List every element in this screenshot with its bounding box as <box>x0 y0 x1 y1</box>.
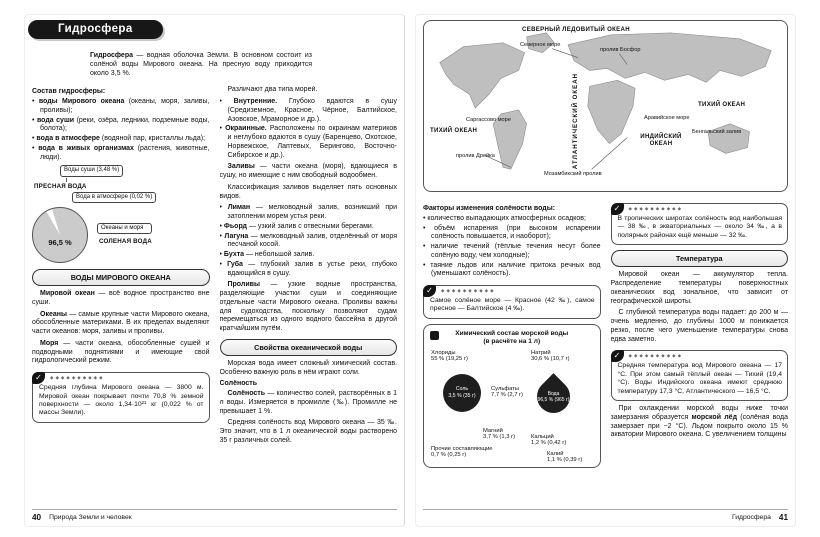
item-term: вода в живых организмах <box>38 144 134 152</box>
item-term: Бухта <box>223 251 245 258</box>
map-label-arabian-sea: Аравийское море <box>644 115 690 121</box>
list-item <box>220 204 398 222</box>
fact-text: Средняя температура вод Мирового океана — 17 °C. При этом самый тёплый океан — Тихий (19,4 °C). Воды Индийского океана имеют среднюю температуру 17,3 °C, Атлантического — 16,5 °C. <box>617 362 782 395</box>
item-text: (водяной пар, кристаллы льда); <box>99 135 206 142</box>
page-41 <box>415 14 796 527</box>
list-item <box>32 145 210 163</box>
salt-value: 3,5 % (35 г) <box>448 392 476 399</box>
diamond-ornament: ◆◆◆◆◆◆◆◆◆◆ <box>628 352 684 358</box>
component-value: 55 % (19,25 г) <box>431 356 468 363</box>
item-term: Губа <box>227 260 243 268</box>
chem-diagram <box>429 350 595 464</box>
list-item: • таяние льдов или наличие притока речных вод (уменьшают солёность). <box>423 262 601 280</box>
diamond-ornament: ◆◆◆◆◆◆◆◆◆◆ <box>441 287 496 293</box>
list-item <box>220 233 398 251</box>
item-text: — небольшой залив. <box>244 251 315 258</box>
water-name: Вода <box>547 390 560 397</box>
map-label-drake-passage: пролив Дрейка <box>456 153 495 159</box>
text: — части океана, обособленные сушей и подводными поднятиями и имеющие свой гидрологический режим. <box>32 339 210 365</box>
chem-component-sulfates <box>491 386 523 400</box>
salt-name: Соль <box>455 386 469 393</box>
map-label-mozambique-channel: Мозамбикский пролив <box>544 171 602 177</box>
checkmark-icon: ✓ <box>611 203 624 215</box>
chem-component-calcium <box>531 434 566 448</box>
item-text: Глубоко вдаются в сушу (Средиземное, Красное, Чёрное, Балтийское, Азовское, Мраморное и др.). <box>227 98 397 123</box>
composition-heading: Состав гидросферы: <box>32 88 106 96</box>
item-text: (океаны, моря, заливы, проливы); <box>40 98 210 114</box>
component-name: Кальций <box>531 433 554 440</box>
list-item <box>220 223 398 232</box>
component-value: 3,7 % (1,3 г) <box>483 434 516 441</box>
item-text: Расположены по окраинам материков и неглубоко вдаются в сушу (Баренцево, Охотское, Норвежское, Лаптевых, Берингово, Восточно-Сибирское и др.). <box>227 125 397 159</box>
section-header-world-ocean: ВОДЫ МИРОВОГО ОКЕАНА <box>32 269 210 286</box>
checkmark-icon: ✓ <box>423 285 436 297</box>
term: морской лёд <box>691 413 738 421</box>
map-label-atlantic-ocean: АТЛАНТИЧЕСКИЙ ОКЕАН <box>572 73 579 170</box>
map-label-arctic-ocean: СЕВЕРНЫЙ ЛЕДОВИТЫЙ ОКЕАН <box>522 26 630 33</box>
item-term: Окраинные. <box>225 125 267 133</box>
component-name: Хлориды <box>431 349 456 356</box>
item-text: — глубокий залив в устье реки, глубоко вдающийся в сушу. <box>227 260 397 277</box>
map-label-north-sea: Северное море <box>520 42 561 48</box>
gulf-types-list <box>220 204 398 278</box>
item-term: Внутренние. <box>233 98 278 105</box>
footer-right <box>423 509 788 522</box>
term: Солёность <box>227 390 266 398</box>
term: Проливы <box>227 281 260 289</box>
component-name: Сульфаты <box>491 385 520 392</box>
column-4 <box>611 203 789 509</box>
hydrosphere-pie-figure <box>32 165 210 263</box>
fact-text: В тропических широтах солёность вод наибольшая — 38 ‰, в экваториальных — около 34 ‰, а в полярных районах ещё меньше — 32 ‰. <box>617 215 782 239</box>
item-term: вода суши <box>36 116 75 124</box>
pie-label-fresh: ПРЕСНАЯ ВОДА <box>34 182 87 190</box>
fact-box-average-temperature <box>611 350 789 401</box>
column-2 <box>220 86 398 509</box>
component-value: 1,2 % (0,42 г) <box>531 440 567 447</box>
temperature-paragraph-1: Мировой океан — аккумулятор тепла. Распределение температуры поверхностных океанических вод зональное, что зависит от географической широты. <box>610 271 788 305</box>
map-label-bosphorus: пролив Босфор <box>600 47 641 53</box>
left-page-columns <box>32 86 397 509</box>
component-value: 30,6 % (10,7 г) <box>531 356 570 363</box>
text: — количество солей, растворённых в 1 л воды. Измеряется в промилле (‰). Промилле не превышает 1 %. <box>219 390 397 415</box>
page-40 <box>24 14 405 527</box>
page-number: 40 <box>32 513 42 522</box>
term: Моря <box>40 339 59 347</box>
pie-center-value: 96,5 % <box>48 237 72 247</box>
list-item <box>220 98 398 124</box>
section-header-temperature: Температура <box>611 250 789 267</box>
definition-paragraph <box>220 390 398 416</box>
item-term: вода в атмосфере <box>36 135 100 142</box>
chem-component-sodium <box>531 350 570 364</box>
item-text: — мелководный залив, возникший при затоплении морем устья реки. <box>227 204 397 220</box>
footer-text: Гидросфера <box>731 514 771 521</box>
map-label-pacific-ocean-west: ТИХИЙ ОКЕАН <box>430 127 478 134</box>
intro-paragraph <box>90 52 312 78</box>
fact-text: Самое солёное море — Красное (42 ‰), самое пресное — Балтийское (4 ‰). <box>430 297 595 313</box>
item-text: (реки, озёра, ледники, подземные воды, болота); <box>40 116 210 133</box>
item-text: — мелководный залив, отделённый от моря песчаной косой. <box>227 232 397 249</box>
list-item <box>220 251 398 260</box>
pie-label-oceans: Океаны и моря <box>97 223 152 235</box>
continent-africa <box>588 80 635 143</box>
sea-ice-paragraph <box>611 405 789 440</box>
list-item <box>32 135 210 144</box>
item-term: Фьорд <box>223 222 248 230</box>
chem-component-others <box>431 446 493 460</box>
chem-component-chlorides <box>431 350 468 364</box>
list-item: • объём испарения (при высоком испарении солёность повышается, и наоборот); <box>423 225 601 243</box>
factors-heading: Факторы изменения солёности воды: <box>423 205 556 212</box>
panel-marker-icon <box>430 331 439 340</box>
pie-label-land: Воды суши (3,48 %) <box>60 165 123 177</box>
text: (солёная вода замерзает при −2 °C). Льдом покрыто около 15 % акватории Мирового океана. С увеличением толщины <box>610 413 788 439</box>
diamond-ornament: ◆◆◆◆◆◆◆◆◆◆ <box>50 374 105 380</box>
water-value: 96,5 % (965 г) <box>537 396 570 403</box>
definition-paragraph <box>32 311 210 337</box>
intro-text: — водная оболочка Земли. В основном состоит из солёной воды Мирового океана. На пресную воду приходится около 3,5 %. <box>90 52 312 77</box>
definition-paragraph <box>32 290 210 308</box>
salinity-average: Средняя солёность вод Мирового океана — 35 ‰. Это значит, что в 1 л океанической воды растворено 35 г различных солей. <box>219 419 397 444</box>
classification-lead: Классификация заливов выделяет пять основных видов. <box>219 183 397 200</box>
chem-component-potassium <box>547 451 582 465</box>
component-value: 0,7 % (0,25 г) <box>431 452 467 459</box>
list-item: • количество выпадающих атмосферных осадков; <box>423 215 601 224</box>
component-name: Магний <box>483 427 503 434</box>
connector-line <box>66 178 67 182</box>
list-item <box>32 117 210 135</box>
chem-component-magnesium <box>483 428 515 442</box>
definition-paragraph <box>32 340 210 366</box>
continent-eurasia <box>568 33 771 82</box>
definition-paragraph <box>220 281 398 334</box>
fact-box-salinity-extremes <box>423 285 601 319</box>
map-label-pacific-ocean-east: ТИХИЙ ОКЕАН <box>698 101 746 108</box>
term: Океаны <box>40 310 67 318</box>
pie-label-salt: СОЛЕНАЯ ВОДА <box>99 238 152 246</box>
text: — части океана (моря), вдающиеся в сушу, но имеющие с ним свободный водообмен. <box>219 163 397 179</box>
factors-list <box>423 215 601 279</box>
fact-box-ocean-depth <box>32 372 210 423</box>
item-term: Лиман <box>227 204 251 212</box>
chem-panel-title <box>429 330 595 346</box>
water-drop <box>530 373 577 420</box>
text: При охлаждении морской воды ниже точки замерзания образуется <box>610 405 788 421</box>
right-page-columns <box>423 203 788 509</box>
component-name: Калий <box>547 450 564 457</box>
pie-label-land-wrap <box>60 165 210 178</box>
salinity-subheading: Солёность <box>219 380 258 388</box>
text: — узкие водные пространства, разделяющие участки суши и соединяющие отдельные части Мирового океана. Проливы важны для судоходства, поскольку позволяют судам перемещаться из одного водного бассейна в другой кратчайшим путём. <box>219 281 397 332</box>
intro-term: Гидросфера <box>90 52 133 59</box>
list-item <box>220 261 398 279</box>
section-header-properties: Свойства океанической воды <box>220 339 398 356</box>
chem-title-text: Химический состав морской воды <box>455 329 569 337</box>
footer-left <box>32 509 397 522</box>
text: — самые крупные части Мирового океана, обособленные материками. В их пределах выделяют части океанов: моря, заливы и проливы. <box>32 310 210 336</box>
map-label-indian-ocean: ИНДИЙСКИЙ ОКЕАН <box>640 133 682 147</box>
fact-text: Средняя глубина Мирового океана — 3800 м. Мировой океан покрывает почти 70,8 % земной поверхности — около 1,34·10²¹ кг (0,022 % от массы Земли). <box>39 384 204 417</box>
world-map <box>423 20 788 192</box>
definition-paragraph <box>220 163 398 181</box>
term: Мировой океан <box>40 290 95 298</box>
continent-north-america <box>440 43 525 108</box>
pie-side-labels <box>97 223 152 247</box>
pie-row <box>32 207 210 263</box>
temperature-paragraph-2: С глубиной температура воды падает: до 200 м — очень медленно, до глубины 1000 м понижается резко, после чего уменьшение температуры снова едва заметно. <box>610 309 788 343</box>
chem-composition-panel <box>423 324 601 468</box>
term: Заливы <box>227 163 255 171</box>
seas-lead: Различают два типа морей. <box>227 86 318 94</box>
checkmark-icon: ✓ <box>32 372 45 384</box>
item-term: воды Мирового океана <box>38 98 125 105</box>
salt-circle <box>443 374 481 412</box>
component-value: 7,7 % (2,7 г) <box>491 392 524 399</box>
map-label-sargasso-sea: Саргассово море <box>466 117 511 123</box>
map-label-bengal-bay: Бенгальский залив <box>692 129 742 135</box>
chem-title-note: (в расчёте на 1 л) <box>483 337 541 345</box>
component-name: Натрий <box>531 349 551 356</box>
text: — всё водное пространство вне суши. <box>32 290 210 306</box>
pie-label-atmosphere: Вода в атмосфере (0,02 %) <box>72 192 156 204</box>
pie-chart <box>32 207 88 263</box>
component-name: Прочие составляющие <box>431 445 493 452</box>
list-item <box>32 98 210 116</box>
column-3 <box>423 203 601 509</box>
list-item: • наличие течений (тёплые течения несут более солёную воду, чем холодные); <box>423 243 601 261</box>
item-term: Лагуна <box>224 232 249 240</box>
column-1 <box>32 86 210 509</box>
checkmark-icon: ✓ <box>611 350 624 362</box>
item-text: — узкий залив с отвесными берегами. <box>247 222 374 230</box>
chapter-banner: Гидросфера <box>28 20 163 39</box>
sea-types-list <box>220 98 398 160</box>
diamond-ornament: ◆◆◆◆◆◆◆◆◆◆ <box>628 205 684 211</box>
item-text: (растения, животные, люди). <box>40 144 210 161</box>
component-value: 1,1 % (0,39 г) <box>547 457 583 464</box>
footer-text: Природа Земли и человек <box>49 514 132 521</box>
pie-label-atmosphere-wrap <box>72 192 210 205</box>
water-drop-text <box>537 380 570 413</box>
properties-lead: Морская вода имеет сложный химический состав. Особенно важную роль в нём играют соли. <box>219 359 397 376</box>
composition-list <box>32 98 210 162</box>
fact-box-tropics-salinity <box>611 203 789 245</box>
list-item <box>220 125 398 160</box>
page-number: 41 <box>778 513 788 522</box>
